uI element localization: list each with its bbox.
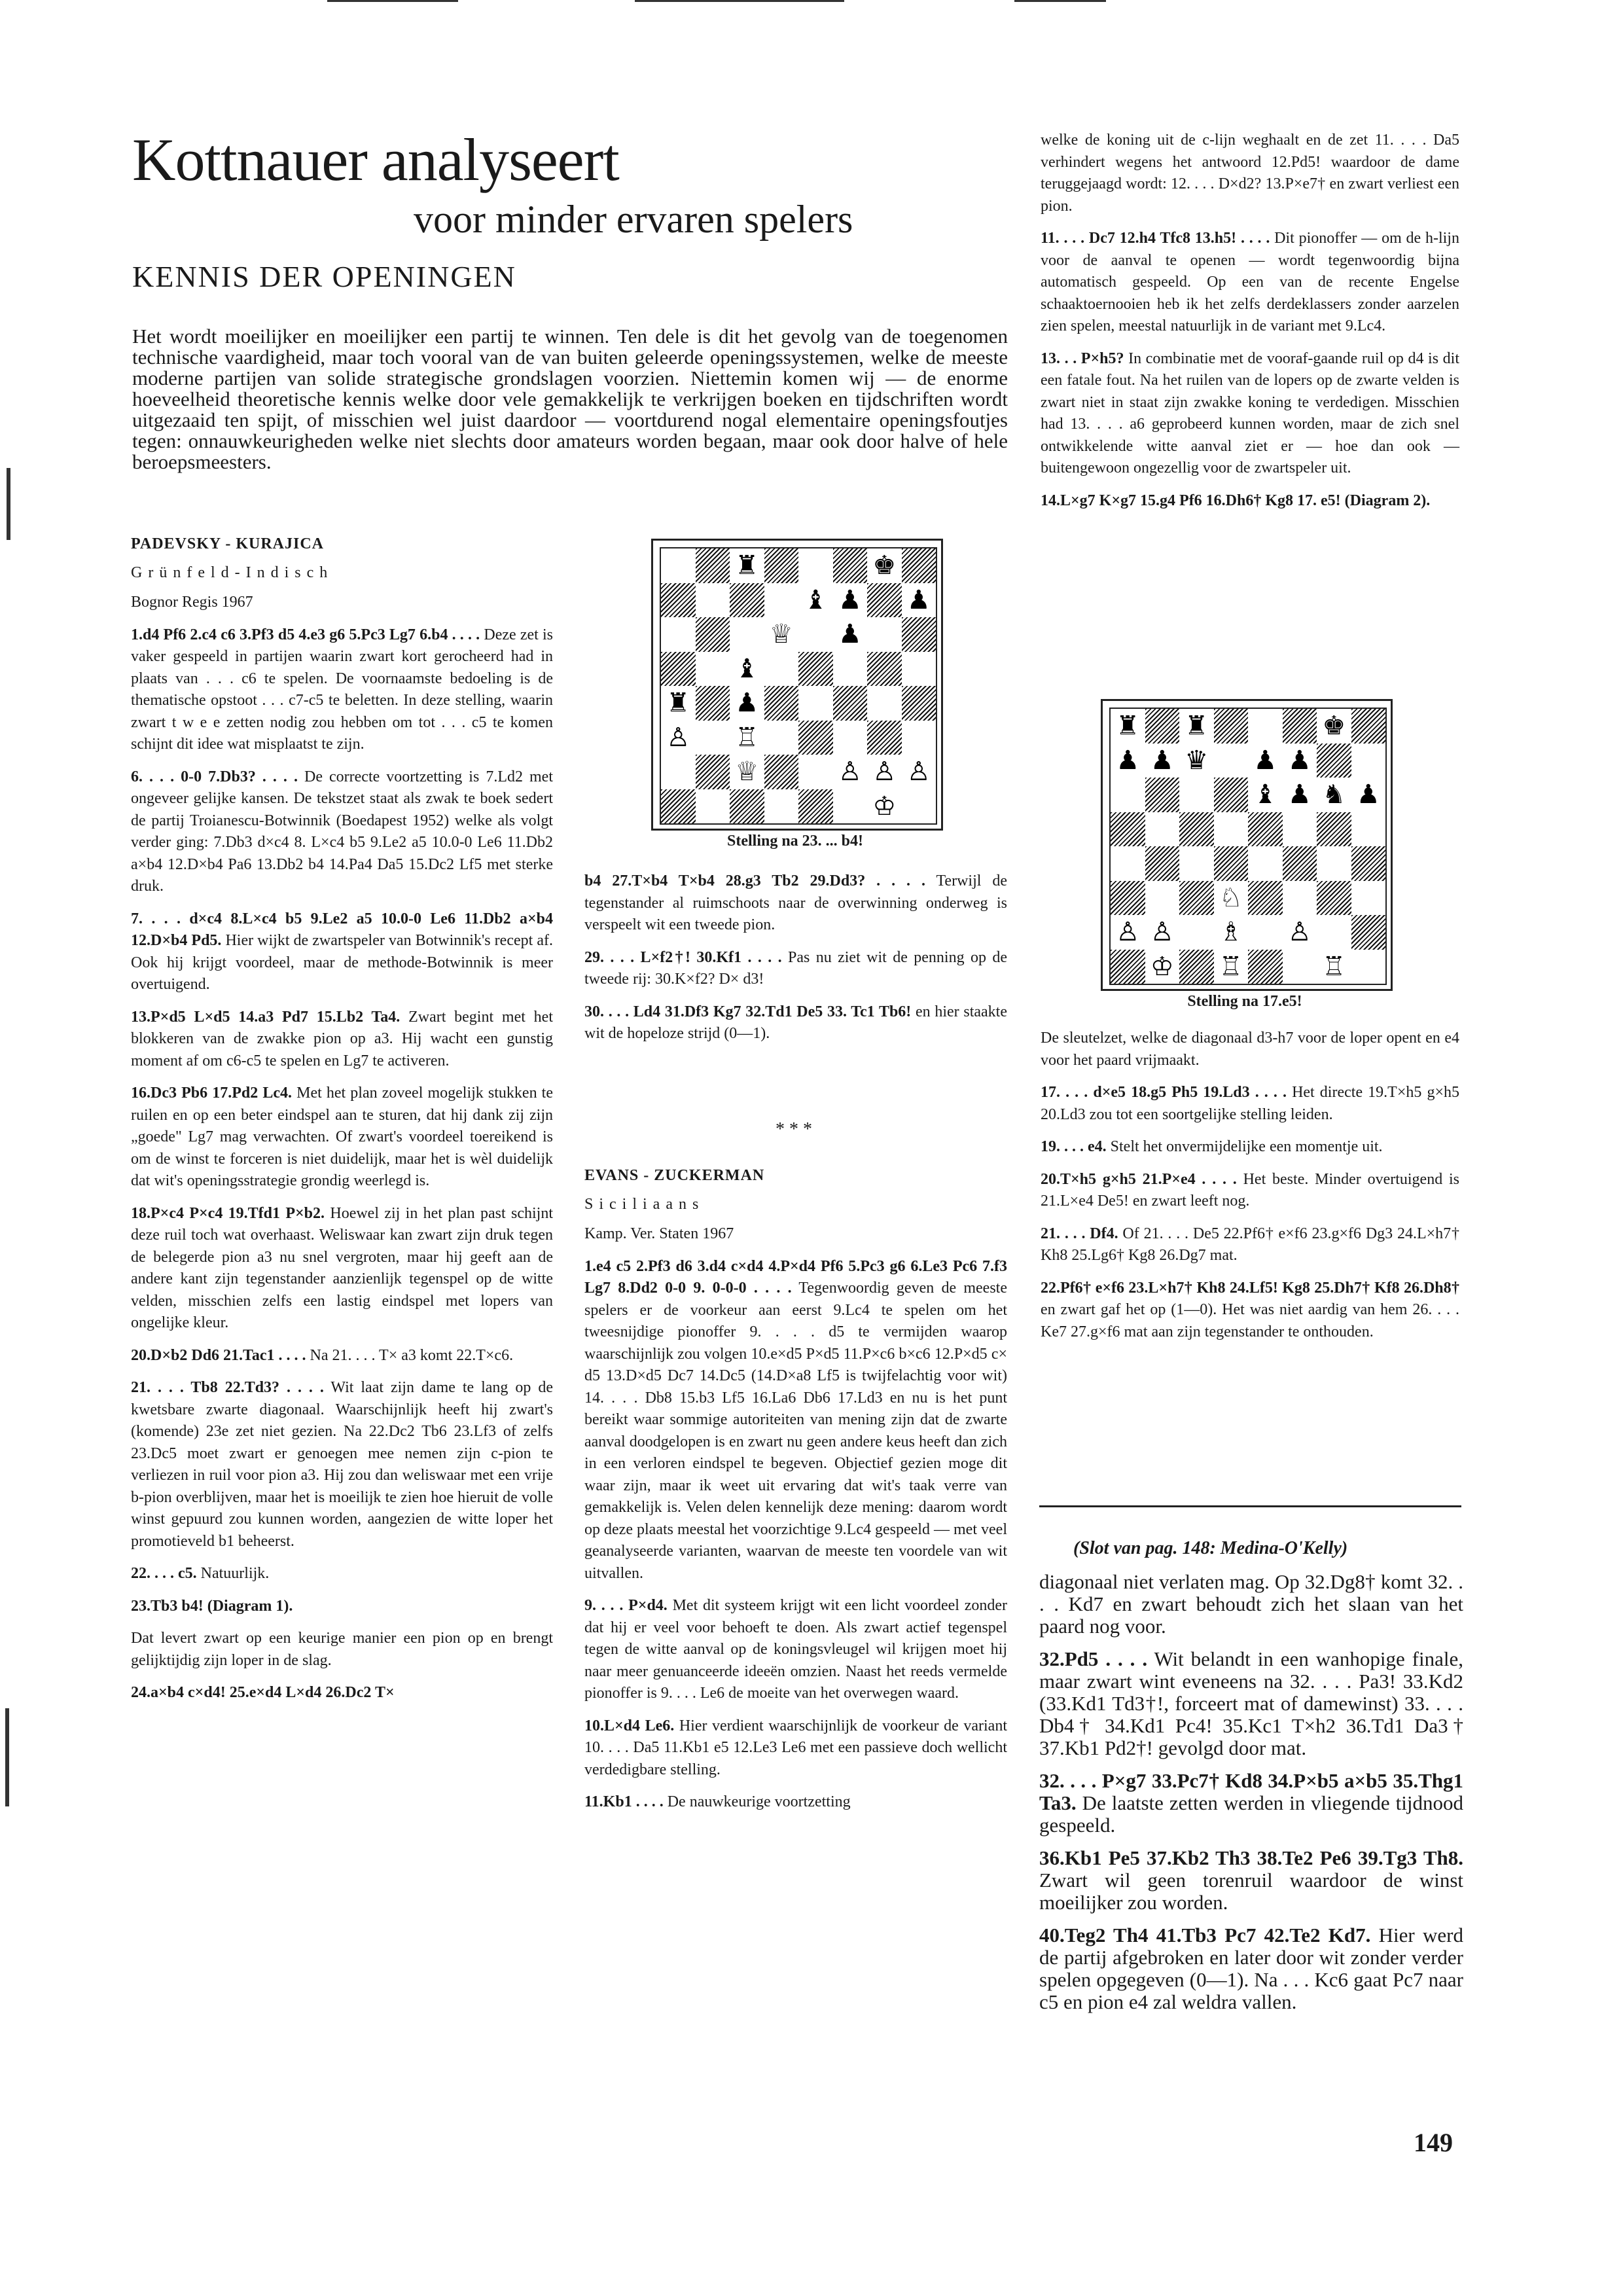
dark-square [1214, 846, 1249, 881]
paragraph [1041, 1136, 1459, 1158]
chess-piece-icon: ♔ [867, 789, 902, 824]
separator-stars: * * * [776, 1119, 812, 1139]
dark-square [1145, 915, 1180, 950]
move-notation: 32. . . . P×g7 33.Pc7† Kd8 34.P×b5 a×b5 35.Thg1 Ta3. [1039, 1769, 1463, 1814]
game1-place: Bognor Regis 1967 [131, 594, 253, 611]
commentary: Wit laat zijn dame te lang op de kwetsbare zwarte diagonaal. Waarschijnlijk heeft hij zwart's (komende) 23e zet niet gezien. Na 22.Dc2 Tb6 23.Lf3 of zelfs 23.Dc5 moet zwart er genoegen mee nemen zijn c-pion te verliezen in ruil voor pion a3. Hij zou dan weliswaar met een vrije b-pion overblijven, maar het is moeilijk te zien hoe hieruit de volle winst gepuurd zou kunnen worden, aangezien de witte loper het promotieveld b1 beheerst. [131, 1379, 553, 1550]
dark-square [902, 548, 936, 583]
paragraph [1039, 1770, 1463, 1837]
move-notation: 11.Kb1 . . . . [584, 1793, 664, 1810]
dark-square [867, 652, 902, 687]
chess-piece-icon: ♙ [1111, 915, 1145, 950]
light-square [1145, 812, 1180, 847]
chess-piece-icon: ♟ [1283, 744, 1317, 778]
dark-square [764, 617, 799, 652]
chess-diagram-2 [1101, 699, 1393, 991]
commentary: Na 21. . . . T× a3 komt 22.T×c6. [306, 1346, 514, 1364]
chess-piece-icon: ♟ [902, 583, 936, 618]
light-square [1317, 915, 1351, 950]
chess-piece-icon: ♕ [764, 617, 799, 652]
paragraph [1039, 1924, 1463, 2013]
left-column-moves [131, 624, 553, 1704]
light-square [798, 617, 833, 652]
dark-square [661, 721, 696, 755]
move-notation: 40.Teg2 Th4 41.Tb3 Pc7 42.Te2 Kd7. [1039, 1924, 1371, 1946]
diagram-1-caption: Stelling na 23. ... b4! [726, 833, 864, 850]
commentary: De sleutelzet, welke de diagonaal d3-h7 voor de loper opent en e4 voor het paard vrijmaakt. [1041, 1030, 1459, 1069]
move-notation: 18.P×c4 P×c4 19.Tfd1 P×b2. [131, 1204, 325, 1222]
chess-piece-icon: ♟ [1351, 778, 1386, 812]
light-square [730, 548, 764, 583]
margin-mark [7, 468, 10, 540]
paragraph [131, 908, 553, 996]
continued-from-heading: (Slot van pag. 148: Medina-O'Kelly) [1073, 1538, 1348, 1558]
dark-square [1214, 709, 1249, 744]
dark-square [1111, 812, 1145, 847]
light-square [730, 755, 764, 789]
light-square [1283, 812, 1317, 847]
dark-square [1248, 950, 1283, 984]
chess-piece-icon: ♕ [730, 755, 764, 789]
commentary: Met het plan zoveel mogelijk stukken te ruilen en op een beter eindspel aan te sturen, dat hij dank zij zijn „goede" Lg7 mag verwachten. Of zwart's voordeel toereikend is om de winst te forceren is niet duidelijk, maar het is wèl duidelijk dat wit's openingsstrategie grondig weerlegd is. [131, 1085, 553, 1189]
light-square [1248, 846, 1283, 881]
dark-square [1351, 778, 1386, 812]
light-square [902, 583, 936, 618]
paragraph [584, 1256, 1007, 1585]
commentary: diagonaal niet verlaten mag. Op 32.Dg8† komt 32. . . . Kd7 en zwart behoudt zich het slaan van het paard nog voor. [1039, 1570, 1463, 1638]
dark-square [833, 686, 868, 721]
dark-square [1283, 709, 1317, 744]
light-square [1179, 846, 1214, 881]
continued-column [1039, 1571, 1463, 2024]
horizontal-rule [1039, 1505, 1461, 1507]
move-notation: 11. . . . Dc7 12.h4 Tfc8 13.h5! . . . . [1041, 230, 1270, 247]
margin-mark [5, 1708, 9, 1806]
chess-piece-icon: ♔ [1145, 950, 1180, 984]
paragraph [131, 1377, 553, 1552]
dark-square [661, 583, 696, 618]
commentary: Het beste. Minder overtuigend is 21.L×e4 De5! en zwart leeft nog. [1041, 1170, 1460, 1210]
light-square [902, 721, 936, 755]
chess-piece-icon: ♙ [833, 755, 868, 789]
light-square [1351, 881, 1386, 916]
dark-square [1111, 881, 1145, 916]
game2-moves [584, 1256, 1007, 1814]
game2-place: Kamp. Ver. Staten 1967 [584, 1225, 734, 1242]
article-title: Kottnauer analyseert [132, 126, 619, 193]
dark-square [833, 617, 868, 652]
chess-piece-icon: ♖ [730, 721, 764, 755]
dark-square [1283, 778, 1317, 812]
light-square [1214, 950, 1249, 984]
chess-piece-icon: ♜ [1179, 709, 1214, 744]
dark-square [764, 548, 799, 583]
dark-square [1317, 812, 1351, 847]
top-scan-marks [327, 0, 1178, 3]
middle-column-game2 [584, 1165, 1007, 1824]
game1-opening: Grünfeld-Indisch [131, 564, 334, 581]
light-square [1179, 915, 1214, 950]
dark-square [730, 721, 764, 755]
paragraph [131, 1628, 553, 1672]
chess-piece-icon: ♜ [730, 548, 764, 583]
light-square [661, 686, 696, 721]
chess-piece-icon: ♖ [1214, 950, 1249, 984]
light-square [1214, 744, 1249, 778]
chess-piece-icon: ♟ [1248, 744, 1283, 778]
paragraph [131, 624, 553, 756]
dark-square [764, 686, 799, 721]
light-square [1248, 778, 1283, 812]
game1-players: PADEVSKY - KURAJICA [131, 535, 324, 552]
move-notation: 13. . . P×h5? [1041, 350, 1124, 367]
commentary: In combinatie met de vooraf-gaande ruil op d4 is dit een fatale fout. Na het ruilen van de lopers op de zwarte velden is zwart niet in staat zijn zwakke koning te verdedigen. Misschien had 13. . . . a6 geprobeerd kunnen worden, maar de zich snel ontwikkelende witte aanval ziet er — hoe dan ook — buitengewoon ongezellig voor de zwartspeler uit. [1041, 350, 1459, 476]
dark-square [1214, 915, 1249, 950]
middle-column-moves [584, 870, 1007, 1045]
chess-diagram-1 [651, 539, 943, 831]
light-square [764, 789, 799, 824]
move-notation: 21. . . . Df4. [1041, 1225, 1118, 1242]
light-square [798, 548, 833, 583]
chess-piece-icon: ♘ [1214, 881, 1249, 916]
move-notation: 14.L×g7 K×g7 15.g4 Pf6 16.Dh6† Kg8 17. e5! (Diagram 2). [1041, 492, 1431, 509]
commentary: Terwijl de tegenstander al ruimschoots naar de overwinning onderweg is verspeelt wit een tweede pion. [584, 872, 1007, 933]
light-square [902, 652, 936, 687]
chess-piece-icon: ♗ [1214, 915, 1249, 950]
chess-piece-icon: ♟ [730, 686, 764, 721]
dark-square [1248, 812, 1283, 847]
paragraph [131, 1203, 553, 1335]
paragraph [584, 947, 1007, 991]
move-notation: 6. . . . 0-0 7.Db3? . . . . [131, 768, 298, 785]
move-notation: 23.Tb3 b4! (Diagram 1). [131, 1597, 293, 1615]
commentary: Het directe 19.T×h5 g×h5 20.Ld3 zou tot een soortgelijke stelling leiden. [1041, 1084, 1459, 1123]
dark-square [696, 686, 730, 721]
commentary: en zwart gaf het op (1—0). Het was niet aardig van hem 26. . . . Ke7 27.g×f6 mat aan zijn tegenstander te onthouden. [1041, 1301, 1459, 1340]
light-square [867, 686, 902, 721]
chess-piece-icon: ♟ [1283, 778, 1317, 812]
light-square [1145, 950, 1180, 984]
dark-square [1351, 915, 1386, 950]
move-notation: 20.T×h5 g×h5 21.P×e4 . . . . [1041, 1170, 1237, 1188]
move-notation: 22. . . . c5. [131, 1565, 197, 1582]
dark-square [1145, 846, 1180, 881]
dark-square [1283, 915, 1317, 950]
commentary: Dit pionoffer — om de h-lijn voor de aanval te openen — wordt tegenwoordig bijna automatisch gespeeld. Op een van de recente Engelse schaaktoernooien heb ik het zelfs derdeklassers zonder aarzelen zien spelen, meestal natuurlijk in de variant met 9.Lc4. [1041, 230, 1459, 334]
commentary: De correcte voortzetting is 7.Ld2 met ongeveer gelijke kansen. De tekstzet staat als zwak te boek sedert de partij Troianescu-Botwinnik (Boedapest 1952) welke als volgt verder ging: 7.Db3 d×c4 8. L×c4 b5 9.Le2 a5 10.0-0 Le6 11.Db2 a×b4 12.D×b4 Pa6 13.Db2 b4 14.Pa4 Da5 15.Dc2 Lf5 met sterke druk. [131, 768, 554, 895]
paragraph [1039, 1648, 1463, 1759]
light-square [696, 652, 730, 687]
light-square [764, 721, 799, 755]
commentary: Pas nu ziet wit de penning op de tweede rij: 30.K×f2? D× d3! [584, 948, 1007, 988]
light-square [1179, 709, 1214, 744]
paragraph [131, 766, 553, 898]
light-square [1145, 744, 1180, 778]
light-square [867, 617, 902, 652]
commentary: Met dit systeem krijgt wit een licht voordeel zonder dat hij er veel voor behoeft te doen. Als zwart actief tegenspel tegen de witte aanval op de koningsvleugel wil krijgen moet hij naar meer genuanceerde ideeën omzien. Naast het reeds vermelde pionoffer is 9. . . . Le6 de moeite van het overwegen waard. [584, 1597, 1007, 1702]
move-notation: 1.d4 Pf6 2.c4 c6 3.Pf3 d5 4.e3 g6 5.Pc3 Lg7 6.b4 . . . . [131, 626, 480, 643]
dark-square [764, 755, 799, 789]
dark-square [798, 652, 833, 687]
dark-square [730, 652, 764, 687]
chess-piece-icon: ♝ [730, 652, 764, 687]
light-square [1145, 881, 1180, 916]
move-notation: 1.e4 c5 2.Pf3 d6 3.d4 c×d4 4.P×d4 Pf6 5.Pc3 g6 6.Le3 Pc6 7.f3 Lg7 8.Dd2 0-0 9. 0-0-0 . . . . [584, 1257, 1007, 1297]
commentary: Zwart wil geen torenruil waardoor de winst moeilijker zou worden. [1039, 1869, 1463, 1914]
paragraph [1041, 1169, 1459, 1213]
commentary: welke de koning uit de c-lijn weghaalt en de zet 11. . . . Da5 verhindert wegens het antwoord 12.Pd5! waardoor de dame teruggejaagd wordt: 12. . . . D×d2? 13.P×e7† en zwart verliest een pion. [1041, 132, 1459, 215]
dark-square [867, 583, 902, 618]
dark-square [1145, 709, 1180, 744]
commentary: De laatste zetten werden in vliegende tijdnood gespeeld. [1039, 1791, 1463, 1837]
paragraph [1041, 228, 1459, 338]
paragraph [1041, 1278, 1459, 1344]
dark-square [1179, 950, 1214, 984]
light-square [833, 789, 868, 824]
light-square [1283, 881, 1317, 916]
dark-square [1179, 744, 1214, 778]
dark-square [1248, 881, 1283, 916]
dark-square [696, 617, 730, 652]
light-square [661, 548, 696, 583]
chess-piece-icon: ♙ [867, 755, 902, 789]
light-square [1317, 846, 1351, 881]
light-square [1248, 709, 1283, 744]
move-notation: 13.P×d5 L×d5 14.a3 Pd7 15.Lb2 Ta4. [131, 1008, 401, 1026]
chess-piece-icon: ♞ [1317, 778, 1351, 812]
commentary: Wit belandt in een wanhopige finale, maar zwart wint eveneens na 32. . . . Pa3! 33.Kd2 (33.Kd1 Td3†!, forceert mat of damewinst) 33. . . . Db4† 34.Kd1 Pc4! 35.Kc1 T×h2 36.Td1 Da3† 37.Kb1 Pd2†! gevolgd door mat. [1039, 1647, 1463, 1759]
dark-square [1145, 778, 1180, 812]
intro-paragraph: Het wordt moeilijker en moeilijker een partij te winnen. Ten dele is dit het gevolg van de toegenomen technische vaardigheid, maar toch vooral van de van buiten geleerde openingssystemen, welke de meeste moderne partijen van solide strategische grondslagen voorzien. Niettemin komen wij — de enorme hoeveelheid theoretische kennis welke door vele gemakkelijk te verkrijgen boeken en tijdschriften wordt uitgezaaid ten spijt, of misschien wel juist daardoor — voortdurend nogal elementaire openingsfoutjes tegen: onnauwkeurigheden welke niet slechts door amateurs worden begaan, maar ook door halve of hele beroepsmeesters. [132, 325, 1008, 473]
middle-column [584, 870, 1007, 1056]
light-square [730, 617, 764, 652]
commentary: Hier wijkt de zwartspeler van Botwinnik's recept af. Ook hij krijgt voordeel, maar de methode-Botwinnik is meer overtuigend. [131, 932, 553, 993]
dark-square [833, 755, 868, 789]
light-square [1283, 744, 1317, 778]
move-notation: 21. . . . Tb8 22.Td3? . . . . [131, 1379, 324, 1396]
chess-piece-icon: ♟ [1145, 744, 1180, 778]
light-square [798, 686, 833, 721]
right-column-lower-moves [1041, 1028, 1459, 1343]
dark-square [1317, 881, 1351, 916]
dark-square [1111, 744, 1145, 778]
diagram-2-caption: Stelling na 17.e5! [1187, 993, 1302, 1010]
light-square [696, 721, 730, 755]
commentary: Hoewel zij in het plan past schijnt deze ruil toch wat overhaast. Weliswaar kan zwart zijn druk tegen de belegerde pion a3 nu snel vergroten, maar hij geeft aan de andere kant zijn tegenstander aanzienlijk tegenspel op de witte velden, misschien zelfs een lastig eindspel met lopers van ongelijke kleur. [131, 1204, 553, 1331]
move-notation: 32.Pd5 . . . . [1039, 1647, 1148, 1670]
paragraph [1041, 1028, 1459, 1071]
chess-piece-icon: ♟ [1111, 744, 1145, 778]
paragraph [1039, 1847, 1463, 1914]
dark-square [902, 617, 936, 652]
article-subtitle: voor minder ervaren spelers [414, 198, 853, 241]
move-notation: 10.L×d4 Le6. [584, 1717, 675, 1734]
paragraph [131, 1682, 553, 1704]
chess-piece-icon: ♙ [1145, 915, 1180, 950]
dark-square [798, 721, 833, 755]
light-square [1214, 812, 1249, 847]
light-square [1214, 881, 1249, 916]
light-square [764, 583, 799, 618]
paragraph [131, 1596, 553, 1618]
chess-piece-icon: ♙ [661, 721, 696, 755]
light-square [867, 548, 902, 583]
light-square [1179, 778, 1214, 812]
light-square [1351, 812, 1386, 847]
paragraph [1041, 490, 1459, 512]
commentary: Of 21. . . . De5 22.Pf6† e×f6 23.g×f6 Dg3 24.L×h7† Kh8 25.Lg6† Kg8 26.Dg7 mat. [1041, 1225, 1459, 1264]
left-column [131, 533, 553, 1715]
diagram-2-grid [1109, 708, 1387, 985]
light-square [1317, 709, 1351, 744]
move-notation: 24.a×b4 c×d4! 25.e×d4 L×d4 26.Dc2 T× [131, 1684, 395, 1701]
light-square [1351, 744, 1386, 778]
chess-piece-icon: ♛ [1179, 744, 1214, 778]
dark-square [1283, 846, 1317, 881]
light-square [1283, 950, 1317, 984]
commentary: Tegenwoordig geven de meeste spelers er de voorkeur aan eerst 9.Lc4 te spelen om het tweesnijdige pionoffer 9. . . . d5 te vermijden waarop waarschijnlijk zou volgen 10.e×d5 P×d5 11.P×c6 b×c6 12.P×d5 c× d5 13.D×d5 Dc7 14.Dc5 (14.D×a8 Lf5 is twijfelachtig voor wit) 14. . . . Db8 15.b3 Lf5 16.La6 Db6 17.Ld3 en nu is het punt bereikt waar sommige autoriteiten van mening zijn dat de zwarte aanval doodgelopen is en zwart nu geen andere keus heeft dan zich in een verloren eindspel te begeven. Objectief gezien moge dit waar zijn, maar ik weet uit ervaring dat wit's taak verre van gemakkelijk is. Velen delen kennelijk deze mening: daarom wordt op deze plaats meestal het voorzichtige 9.Lc4 gespeeld — met veel geanalyseerde varianten, waarvan de meeste ten voordele van wit uitvallen. [584, 1280, 1007, 1582]
light-square [1248, 915, 1283, 950]
paragraph [584, 1595, 1007, 1705]
paragraph [131, 1007, 553, 1073]
game2-opening: Siciliaans [584, 1195, 705, 1213]
commentary: Deze zet is vaker gespeeld in partijen waarin zwart kort gerocheerd had in plaats van . . . c6 te spelen. De voornaamste bedoeling is de thematische opstoot . . . c7-c5 te beletten. In deze stelling, waarin zwart t w e e zetten nodig zou hebben om tot . . . c5 te komen schijnt dit idee wat misplaatst te zijn. [131, 626, 554, 753]
dark-square [867, 789, 902, 824]
dark-square [798, 583, 833, 618]
dark-square [867, 721, 902, 755]
dark-square [902, 755, 936, 789]
move-notation: 9. . . . P×d4. [584, 1597, 668, 1614]
light-square [661, 755, 696, 789]
dark-square [798, 789, 833, 824]
dark-square [1351, 709, 1386, 744]
light-square [1351, 950, 1386, 984]
paragraph [131, 1345, 553, 1367]
dark-square [696, 548, 730, 583]
light-square [1111, 846, 1145, 881]
move-notation: 36.Kb1 Pe5 37.Kb2 Th3 38.Te2 Pe6 39.Tg3 Th8. [1039, 1846, 1463, 1869]
commentary: Zwart begint met het blokkeren van de zwakke pion op a3. Hij wacht een gunstig moment af om c6-c5 te spelen en Lg7 te activeren. [131, 1008, 553, 1069]
move-notation: 17. . . . d×e5 18.g5 Ph5 19.Ld3 . . . . [1041, 1084, 1287, 1101]
paragraph [1041, 1223, 1459, 1267]
chess-piece-icon: ♚ [867, 548, 902, 583]
chess-piece-icon: ♝ [798, 583, 833, 618]
light-square [661, 617, 696, 652]
chess-piece-icon: ♜ [661, 686, 696, 721]
commentary: Dat levert zwart op een keurige manier een pion op en brengt gelijktijdig zijn loper in de slag. [131, 1630, 553, 1669]
commentary: Stelt het onvermijdelijke een momentje uit. [1106, 1138, 1383, 1155]
diagram-1-grid [660, 547, 937, 825]
light-square [1111, 709, 1145, 744]
paragraph [584, 1791, 1007, 1814]
dark-square [1248, 744, 1283, 778]
chess-piece-icon: ♟ [833, 617, 868, 652]
dark-square [1111, 950, 1145, 984]
light-square [764, 652, 799, 687]
chess-piece-icon: ♜ [1111, 709, 1145, 744]
light-square [867, 755, 902, 789]
dark-square [696, 755, 730, 789]
light-square [902, 789, 936, 824]
paragraph [584, 1715, 1007, 1782]
dark-square [833, 548, 868, 583]
dark-square [730, 583, 764, 618]
move-notation: 29. . . . L×f2†! 30.Kf1 . . . . [584, 948, 782, 966]
right-column-moves [1041, 130, 1459, 512]
continued-moves [1039, 1571, 1463, 2013]
section-title: KENNIS DER OPENINGEN [132, 260, 516, 293]
dark-square [1214, 778, 1249, 812]
light-square [1111, 915, 1145, 950]
light-square [696, 583, 730, 618]
commentary: Hier werd de partij afgebroken en later door wit zonder verder spelen opgegeven (0—1). Na . . . Kc6 gaat Pc7 naar c5 en pion e4 zal weldra vallen. [1039, 1924, 1463, 2013]
light-square [1111, 778, 1145, 812]
dark-square [1317, 744, 1351, 778]
chess-piece-icon: ♝ [1248, 778, 1283, 812]
move-notation: b4 27.T×b4 T×b4 28.g3 Tb2 29.Dd3? . . . . [584, 872, 925, 889]
move-notation: 30. . . . Ld4 31.Df3 Kg7 32.Td1 De5 33. Tc1 Tb6! [584, 1003, 912, 1020]
dark-square [1179, 881, 1214, 916]
paragraph [1039, 1571, 1463, 1638]
commentary: Natuurlijk. [196, 1565, 270, 1582]
chess-piece-icon: ♚ [1317, 709, 1351, 744]
light-square [833, 583, 868, 618]
paragraph [131, 1563, 553, 1585]
right-column [1041, 130, 1459, 522]
move-notation: 20.D×b2 Dd6 21.Tac1 . . . . [131, 1346, 306, 1364]
commentary: en hier staakte wit de hopeloze strijd (0—1). [584, 1003, 1008, 1042]
commentary: Hier verdient waarschijnlijk de voorkeur de variant 10. . . . Da5 11.Kb1 e5 12.Le3 Le6 met een passieve doch wellicht verdedigbare stelling. [584, 1717, 1008, 1778]
light-square [833, 721, 868, 755]
paragraph [1041, 130, 1459, 217]
game2-players: EVANS - ZUCKERMAN [584, 1167, 765, 1184]
paragraph [584, 870, 1007, 937]
dark-square [902, 686, 936, 721]
move-notation: 16.Dc3 Pb6 17.Pd2 Lc4. [131, 1085, 292, 1102]
light-square [696, 789, 730, 824]
page-number: 149 [1414, 2128, 1453, 2157]
dark-square [1351, 846, 1386, 881]
light-square [730, 686, 764, 721]
light-square [798, 755, 833, 789]
move-notation: 19. . . . e4. [1041, 1138, 1107, 1155]
light-square [1317, 778, 1351, 812]
chess-piece-icon: ♙ [902, 755, 936, 789]
chess-piece-icon: ♟ [833, 583, 868, 618]
right-column-lower [1041, 1028, 1459, 1354]
light-square [833, 652, 868, 687]
dark-square [661, 652, 696, 687]
chess-piece-icon: ♙ [1283, 915, 1317, 950]
paragraph [131, 1083, 553, 1193]
dark-square [661, 789, 696, 824]
paragraph [1041, 1082, 1459, 1126]
move-notation: 7. . . . d×c4 8.L×c4 b5 9.Le2 a5 10.0-0 Le6 11.Db2 a×b4 12.D×b4 Pd5. [131, 910, 553, 949]
commentary: De nauwkeurige voortzetting [663, 1793, 851, 1810]
paragraph [1041, 348, 1459, 480]
dark-square [1317, 950, 1351, 984]
chess-piece-icon: ♖ [1317, 950, 1351, 984]
dark-square [1179, 812, 1214, 847]
move-notation: 22.Pf6† e×f6 23.L×h7† Kh8 24.Lf5! Kg8 25.Dh7† Kf8 26.Dh8† [1041, 1279, 1459, 1297]
paragraph [584, 1001, 1007, 1045]
dark-square [730, 789, 764, 824]
